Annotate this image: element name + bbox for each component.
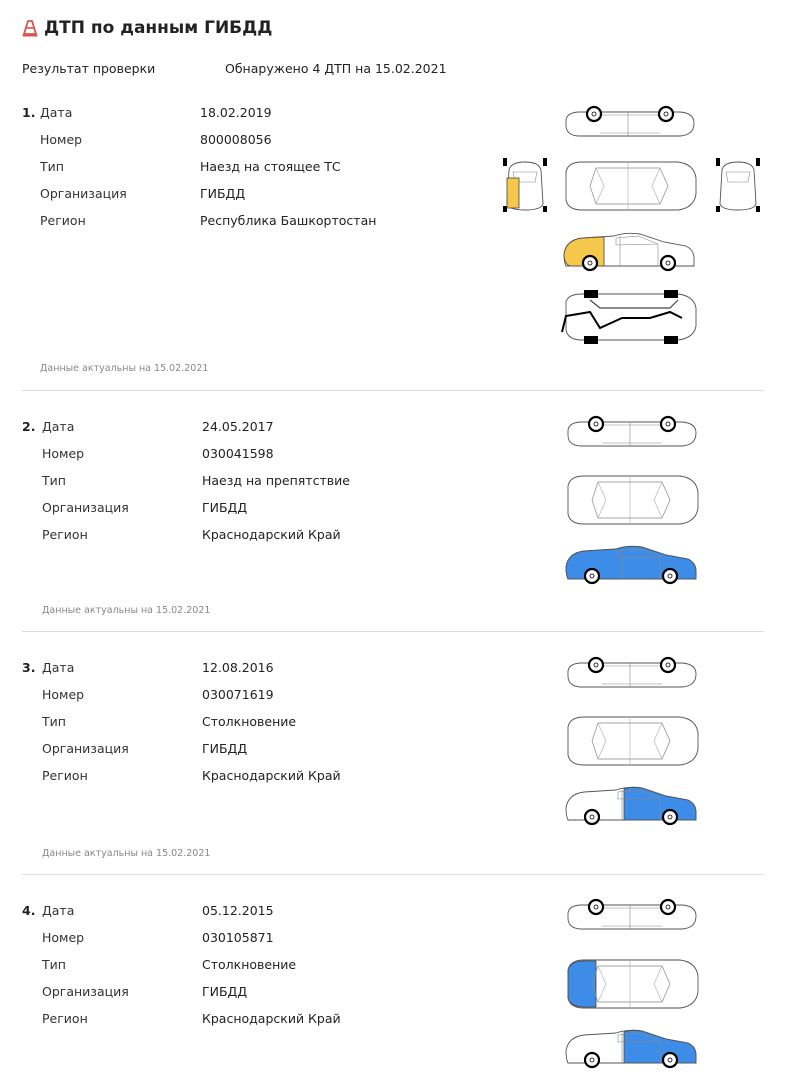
- region-value: Республика Башкортостан: [200, 213, 377, 228]
- region-label: Регион: [42, 527, 88, 542]
- car-plan-view-icon: [562, 472, 702, 528]
- traffic-cone-icon: [22, 19, 38, 37]
- car-rear-view-icon: [503, 158, 547, 214]
- type-label: Тип: [40, 159, 64, 174]
- number-value: 030041598: [202, 446, 274, 461]
- separator: [22, 390, 764, 391]
- date-value: 05.12.2015: [202, 903, 274, 918]
- car-side-view-damaged-icon: [560, 228, 700, 272]
- accident-index: 2.: [22, 419, 36, 434]
- number-label: Номер: [42, 930, 85, 945]
- date-label: Дата: [42, 419, 75, 434]
- separator: [22, 874, 764, 875]
- car-front-view-icon: [716, 158, 760, 214]
- org-value: ГИБДД: [202, 741, 248, 756]
- org-label: Организация: [42, 984, 129, 999]
- car-top-view-icon: [562, 654, 702, 694]
- car-underbody-icon: [560, 288, 700, 346]
- separator: [22, 631, 764, 632]
- page-header: [22, 18, 272, 38]
- region-label: Регион: [42, 768, 88, 783]
- date-label: Дата: [42, 660, 75, 675]
- car-plan-view-icon: [560, 158, 700, 214]
- type-value: Наезд на препятствие: [202, 473, 350, 488]
- actual-date: Данные актуальны на 15.02.2021: [42, 605, 211, 616]
- date-label: Дата: [40, 105, 73, 120]
- type-value: Наезд на стоящее ТС: [200, 159, 341, 174]
- type-label: Тип: [42, 957, 66, 972]
- type-label: Тип: [42, 714, 66, 729]
- number-label: Номер: [40, 132, 83, 147]
- car-plan-view-icon: [562, 956, 702, 1012]
- org-label: Организация: [42, 500, 129, 515]
- type-label: Тип: [42, 473, 66, 488]
- org-label: Организация: [42, 741, 129, 756]
- car-plan-view-icon: [562, 713, 702, 769]
- date-label: Дата: [42, 903, 75, 918]
- car-top-view-icon: [560, 103, 700, 143]
- car-top-view-icon: [562, 896, 702, 936]
- number-label: Номер: [42, 687, 85, 702]
- region-value: Краснодарский Край: [202, 527, 341, 542]
- org-value: ГИБДД: [200, 186, 246, 201]
- accident-index: 4.: [22, 903, 36, 918]
- car-top-view-icon: [562, 413, 702, 453]
- date-value: 24.05.2017: [202, 419, 274, 434]
- number-value: 030071619: [202, 687, 274, 702]
- summary-label: Результат проверки: [22, 61, 156, 76]
- page-title: ДТП по данным ГИБДД: [44, 18, 273, 38]
- car-side-view-damaged-icon: [562, 782, 702, 826]
- actual-date: Данные актуальны на 15.02.2021: [40, 363, 209, 374]
- number-label: Номер: [42, 446, 85, 461]
- org-label: Организация: [40, 186, 127, 201]
- region-label: Регион: [40, 213, 86, 228]
- number-value: 800008056: [200, 132, 272, 147]
- region-value: Краснодарский Край: [202, 1011, 341, 1026]
- type-value: Столкновение: [202, 714, 297, 729]
- car-side-view-damaged-icon: [562, 541, 702, 585]
- number-value: 030105871: [202, 930, 274, 945]
- date-value: 18.02.2019: [200, 105, 272, 120]
- actual-date: Данные актуальны на 15.02.2021: [42, 848, 211, 859]
- car-side-view-damaged-icon: [562, 1025, 702, 1069]
- region-label: Регион: [42, 1011, 88, 1026]
- summary-value: Обнаружено 4 ДТП на 15.02.2021: [225, 61, 447, 76]
- type-value: Столкновение: [202, 957, 297, 972]
- date-value: 12.08.2016: [202, 660, 274, 675]
- org-value: ГИБДД: [202, 984, 248, 999]
- accident-index: 3.: [22, 660, 36, 675]
- accident-index: 1.: [22, 105, 36, 120]
- org-value: ГИБДД: [202, 500, 248, 515]
- region-value: Краснодарский Край: [202, 768, 341, 783]
